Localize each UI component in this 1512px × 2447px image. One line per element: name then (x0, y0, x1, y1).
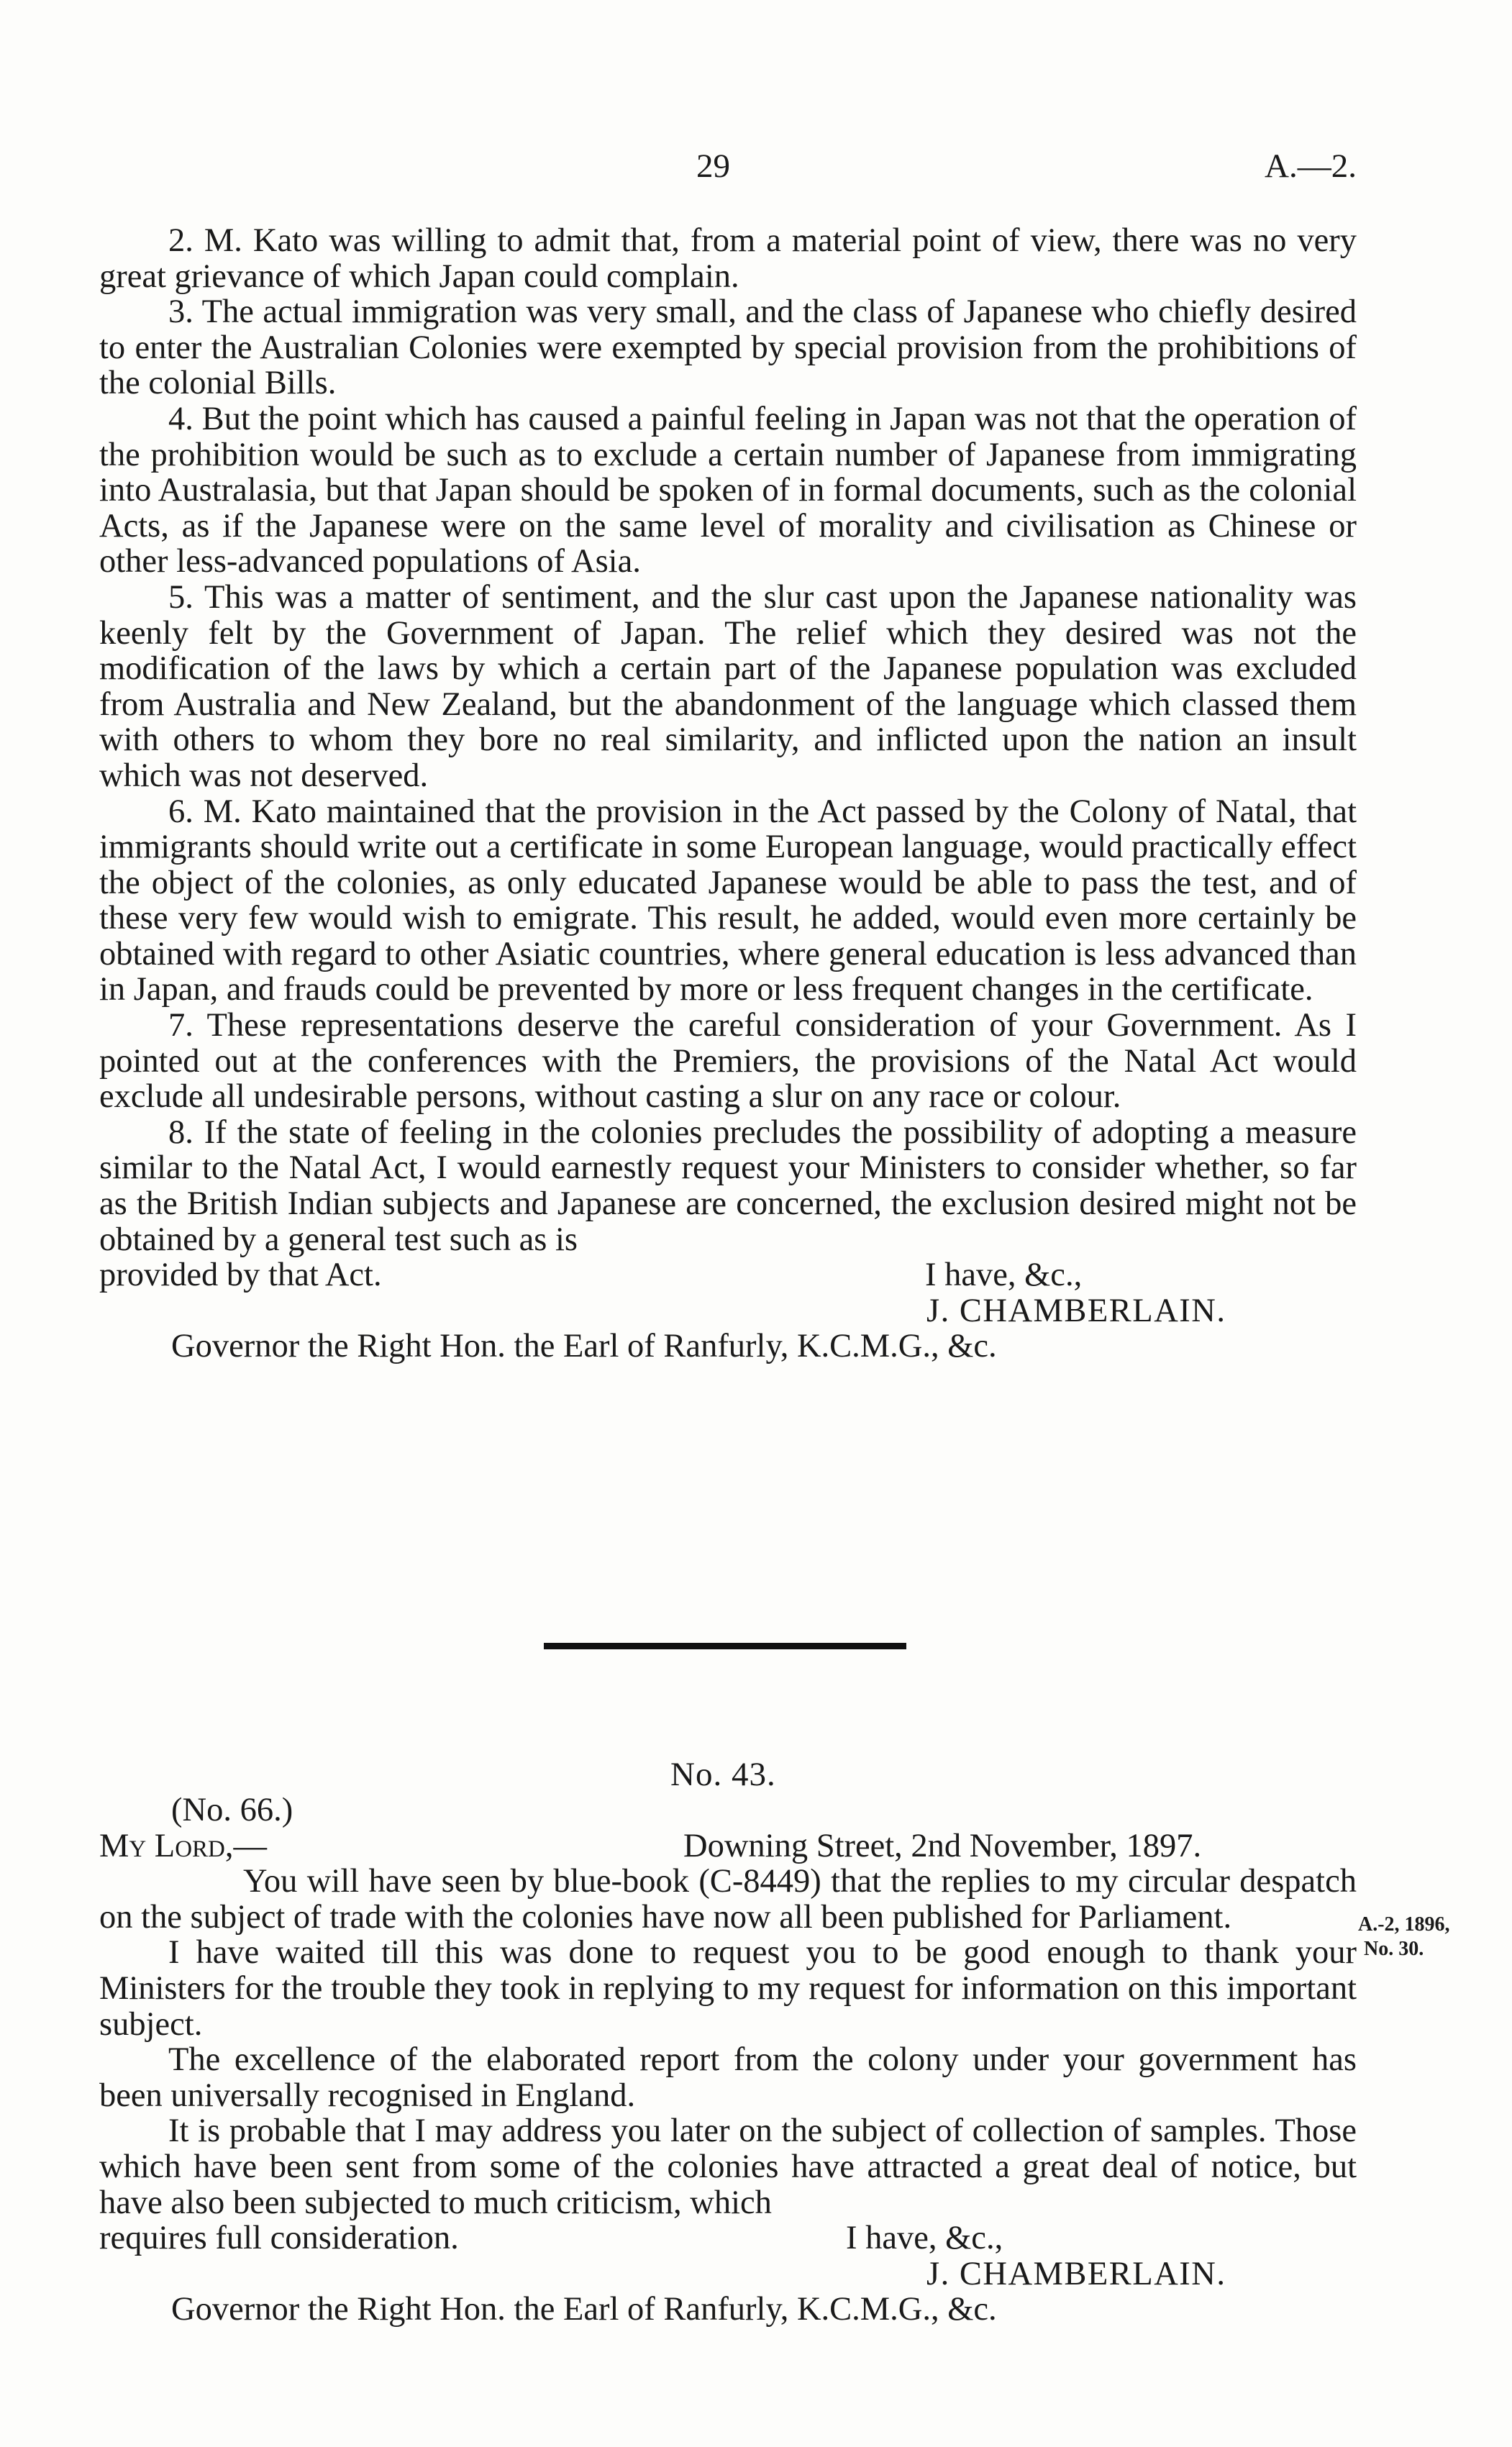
paragraph-1: You will have seen by blue-book (C-8449) that the replies to my circular despatch on the subject of trade with the colonies have now all been published for Parliament. (99, 1863, 1357, 1936)
margin-note-reference: A.-2, 1896, (1358, 1913, 1450, 1936)
document-reference: A.—2. (1265, 147, 1357, 185)
paragraph-5: 5. This was a matter of sentiment, and the slur cast upon the Japanese nationality was keenly felt by the Government of Japan. The relief which they desired was not the modification of the laws by which a certain part of the Japanese population was excluded from Australia and New Zealand, but the abandonment of the language which classed them with others to whom they bore no real similarity, and inflicted upon the nation an insult which was not deserved. (99, 578, 1357, 794)
dateline: Downing Street, 2nd November, 1897. (683, 1827, 1202, 1864)
margin-note-number: No. 30. (1364, 1938, 1424, 1960)
closing-formula: I have, &c., (925, 1257, 1083, 1294)
salutation: My Lord,— (99, 1827, 268, 1864)
paragraph-4: 4. But the point which has caused a painful feeling in Japan was not that the operation of the prohibition would be such as to exclude a certain number of Japanese from immigrating into Australasia, but that Japan should be spoken of in formal documents, such as the colonial Acts, as if the Japanese were on the same level of morality and civilisation as Chinese or other less-advanced populations of Asia. (99, 400, 1357, 580)
signature: J. CHAMBERLAIN. (926, 2255, 1226, 2292)
closing-row (99, 1257, 1357, 1293)
closing-row (99, 2220, 1357, 2256)
paragraph-4: It is probable that I may address you later on the subject of collection of samples. Those which have been sent from some of the colonies have attracted a great deal of notice, but have also been subjected to much criticism, which (99, 2113, 1357, 2221)
paragraph-3: 3. The actual immigration was very small, and the class of Japanese who chiefly desired to enter the Australian Colonies were exempted by special provision from the prohibitions of the colonial Bills. (99, 293, 1357, 402)
paragraph-6: 6. M. Kato maintained that the provision in the Act passed by the Colony of Natal, that immigrants should write out a certificate in some European language, would practically effect the object of the colonies, as only educated Japanese would be able to pass the test, and of these very few would wish to emigrate. This result, he added, would even more certainly be obtained with regard to other Asiatic countries, where general education is less advanced than in Japan, and frauds could be prevented by more or less frequent changes in the certificate. (99, 793, 1357, 1008)
section-divider (544, 1643, 906, 1649)
paragraph-2: 2. M. Kato was willing to admit that, from a material point of view, there was no very great grievance of which Japan could complain. (99, 222, 1357, 295)
page-number: 29 (696, 147, 730, 185)
paragraph-7: 7. These representations deserve the careful consideration of your Government. As I pointed out at the conferences with the Premiers, the provisions of the Natal Act would exclude all undesirable persons, without casting a slur on any race or colour. (99, 1007, 1357, 1116)
despatch-number: No. 43. (670, 1756, 776, 1793)
paragraph-2: I have waited till this was done to request you to be good enough to thank your Ministers for the trouble they took in replying to my request for information on this important subject. (99, 1934, 1357, 2043)
paragraph-4-last-line: requires full consideration. (99, 2220, 459, 2257)
addressee: Governor the Right Hon. the Earl of Ranfurly, K.C.M.G., &c. (171, 2291, 997, 2328)
closing-formula: I have, &c., (846, 2220, 1003, 2257)
dated-row (99, 1828, 1357, 1864)
paragraph-8-last-line: provided by that Act. (99, 1257, 382, 1294)
despatch-two (99, 1792, 1357, 2328)
despatch-one (99, 223, 1357, 1364)
addressee: Governor the Right Hon. the Earl of Ranfurly, K.C.M.G., &c. (171, 1328, 997, 1365)
paragraph-8: 8. If the state of feeling in the colonies precludes the possibility of adopting a measure similar to the Natal Act, I would earnestly request your Ministers to consider whether, so far as the British Indian subjects and Japanese are concerned, the exclusion desired might not be obtained by a general test such as is (99, 1113, 1357, 1258)
despatch-reference: (No. 66.) (171, 1792, 293, 1828)
paragraph-3: The excellence of the elaborated report from the colony under your government has been universally recognised in England. (99, 2041, 1357, 2114)
signature: J. CHAMBERLAIN. (926, 1292, 1226, 1329)
